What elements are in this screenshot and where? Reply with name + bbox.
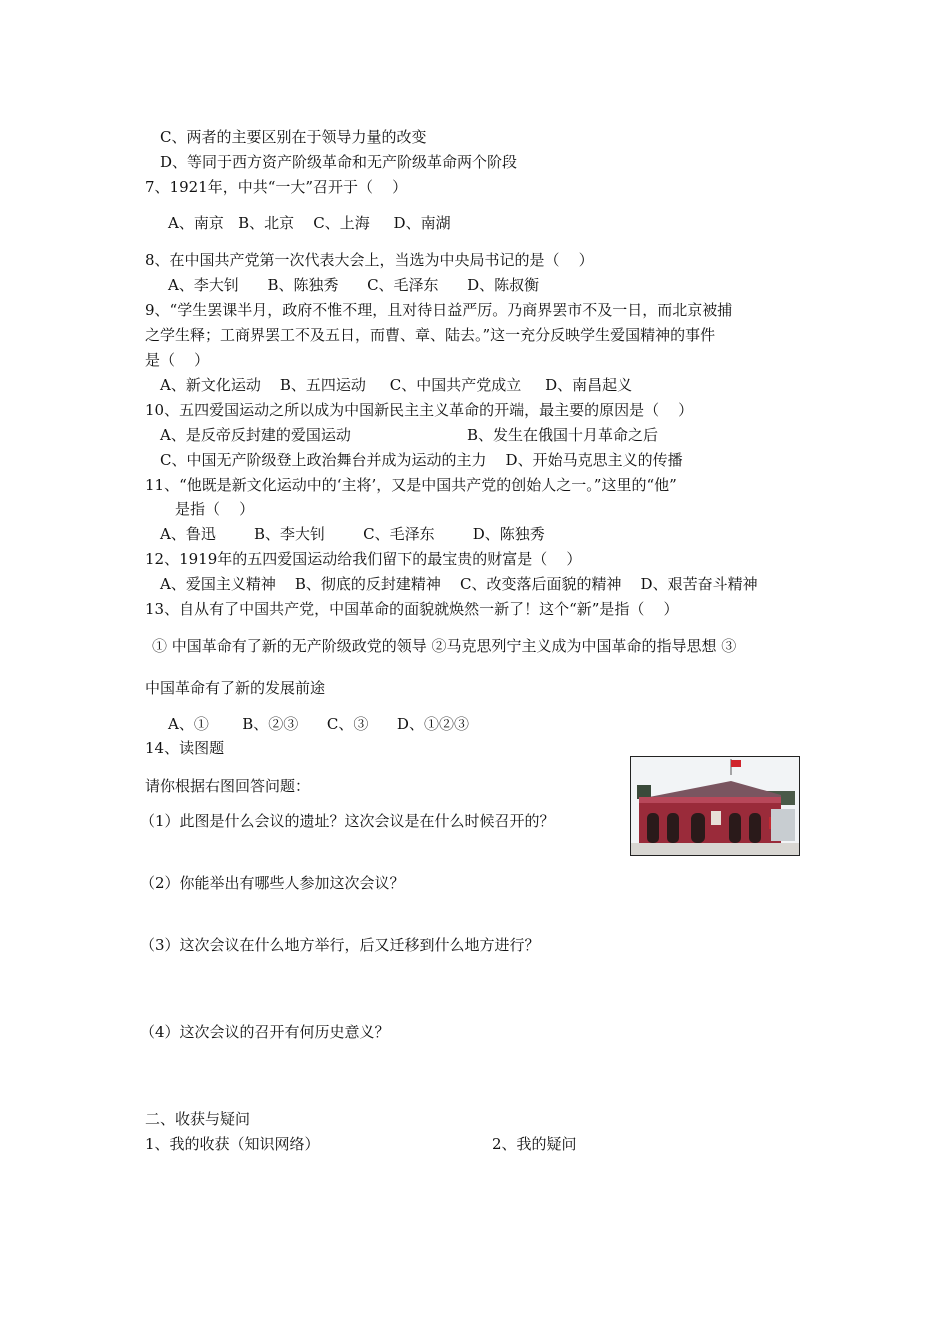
meeting-site-photo (630, 756, 800, 856)
question-9-options: A、新文化运动 B、五四运动 C、中国共产党成立 D、南昌起义 (160, 376, 633, 394)
sub-question-2: （2）你能举出有哪些人参加这次会议？ (140, 874, 405, 892)
question-11-options: A、鲁迅 B、李大钊 C、毛泽东 D、陈独秀 (160, 525, 545, 543)
gains-heading: 1、我的收获（知识网络） (145, 1135, 320, 1153)
question-10: 10、五四爱国运动之所以成为中国新民主主义革命的开端，最主要的原因是（ ） (145, 401, 694, 419)
question-8: 8、在中国共产党第一次代表大会上，当选为中央局书记的是（ ） (145, 251, 594, 269)
section-heading: 二、收获与疑问 (145, 1110, 251, 1128)
sub-question-4: （4）这次会议的召开有何历史意义？ (140, 1023, 390, 1041)
question-11-line-1: 11、“他既是新文化运动中的‘主将’，又是中国共产党的创始人之一。”这里的“他” (145, 476, 677, 494)
question-13-options: A、① B、②③ C、③ D、①②③ (168, 715, 469, 733)
question-10-option-b: B、发生在俄国十月革命之后 (467, 426, 659, 444)
question-10-option-a: A、是反帝反封建的爱国运动 (160, 426, 351, 444)
question-13-statements: ① 中国革命有了新的无产阶级政党的领导 ②马克思列宁主义成为中国革命的指导思想 ③ (152, 637, 737, 655)
option-d-line: D、等同于西方资产阶级革命和无产阶级革命两个阶段 (160, 153, 518, 171)
question-14-prompt: 请你根据右图回答问题： (145, 777, 311, 795)
question-9-line-3: 是（ ） (145, 351, 210, 369)
question-8-options: A、李大钊 B、陈独秀 C、毛泽东 D、陈叔衡 (168, 276, 540, 294)
question-7: 7、1921年，中共“一大”召开于（ ） (145, 178, 408, 196)
question-10-options-cd: C、中国无产阶级登上政治舞台并成为运动的主力 D、开始马克思主义的传播 (160, 451, 683, 469)
question-12: 12、1919年的五四爱国运动给我们留下的最宝贵的财富是（ ） (145, 550, 582, 568)
sub-question-3: （3）这次会议在什么地方举行，后又迁移到什么地方进行？ (140, 936, 540, 954)
question-13: 13、自从有了中国共产党，中国革命的面貌就焕然一新了！这个“新”是指（ ） (145, 600, 679, 618)
question-13-statements-cont: 中国革命有了新的发展前途 (145, 679, 326, 697)
question-12-options: A、爱国主义精神 B、彻底的反封建精神 C、改变落后面貌的精神 D、艰苦奋斗精神 (160, 575, 758, 593)
question-14: 14、读图题 (145, 739, 225, 757)
sub-question-1: （1）此图是什么会议的遗址？这次会议是在什么时候召开的？ (140, 812, 555, 830)
question-9-line-1: 9、“学生罢课半月，政府不惟不理，且对待日益严厉。乃商界罢市不及一日，而北京被捕 (145, 301, 733, 319)
question-9-line-2: 之学生释；工商界罢工不及五日，而曹、章、陆去。”这一充分反映学生爱国精神的事件 (145, 326, 716, 344)
question-7-options: A、南京 B、北京 C、上海 D、南湖 (168, 214, 451, 232)
questions-heading: 2、我的疑问 (492, 1135, 577, 1153)
question-11-line-2: 是指（ ） (175, 500, 255, 518)
option-c-line: C、两者的主要区别在于领导力量的改变 (160, 128, 427, 146)
